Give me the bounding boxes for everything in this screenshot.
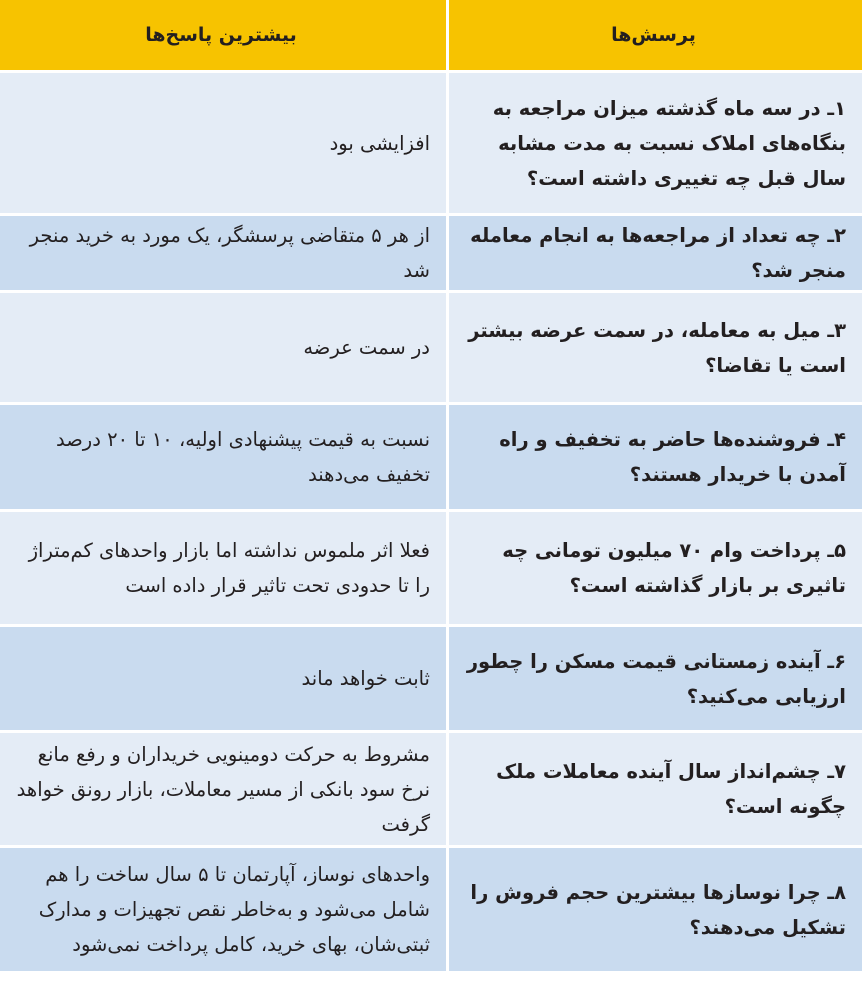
- question-3: ۳ـ میل به معامله، در سمت عرضه بیشتر است یا تقاضا؟: [446, 293, 862, 405]
- answer-5: فعلا اثر ملموس نداشته اما بازار واحدهای کم‌متراژ را تا حدودی تحت تاثیر قرار داده است: [0, 512, 446, 627]
- question-8: ۸ـ چرا نوسازها بیشترین حجم فروش را تشکیل می‌دهند؟: [446, 848, 862, 974]
- header-questions: پرسش‌ها: [446, 0, 862, 73]
- question-1: ۱ـ در سه ماه گذشته میزان مراجعه به بنگاه‌های املاک نسبت به مدت مشابه سال قبل چه تغییری داشته است؟: [446, 73, 862, 216]
- answer-3: در سمت عرضه: [0, 293, 446, 405]
- answer-6: ثابت خواهد ماند: [0, 627, 446, 733]
- header-answers: بیشترین پاسخ‌ها: [0, 0, 446, 73]
- question-6: ۶ـ آینده زمستانی قیمت مسکن را چطور ارزیابی می‌کنید؟: [446, 627, 862, 733]
- question-5: ۵ـ پرداخت وام ۷۰ میلیون تومانی چه تاثیری بر بازار گذاشته است؟: [446, 512, 862, 627]
- answer-2: از هر ۵ متقاضی پرسشگر، یک مورد به خرید منجر شد: [0, 216, 446, 293]
- question-7: ۷ـ چشم‌انداز سال آینده معاملات ملک چگونه است؟: [446, 733, 862, 848]
- answer-8: واحدهای نوساز، آپارتمان تا ۵ سال ساخت را هم شامل می‌شود و به‌خاطر نقص تجهیزات و مدارک ثبتی‌شان، بهای خرید، کامل پرداخت نمی‌شود: [0, 848, 446, 974]
- answer-7: مشروط به حرکت دومینویی خریداران و رفع مانع نرخ سود بانکی از مسیر معاملات، بازار رونق خواهد گرفت: [0, 733, 446, 848]
- question-4: ۴ـ فروشنده‌ها حاضر به تخفیف و راه آمدن با خریدار هستند؟: [446, 405, 862, 512]
- question-2: ۲ـ چه تعداد از مراجعه‌ها به انجام معامله منجر شد؟: [446, 216, 862, 293]
- answer-1: افزایشی بود: [0, 73, 446, 216]
- answer-4: نسبت به قیمت پیشنهادی اولیه، ۱۰ تا ۲۰ درصد تخفیف می‌دهند: [0, 405, 446, 512]
